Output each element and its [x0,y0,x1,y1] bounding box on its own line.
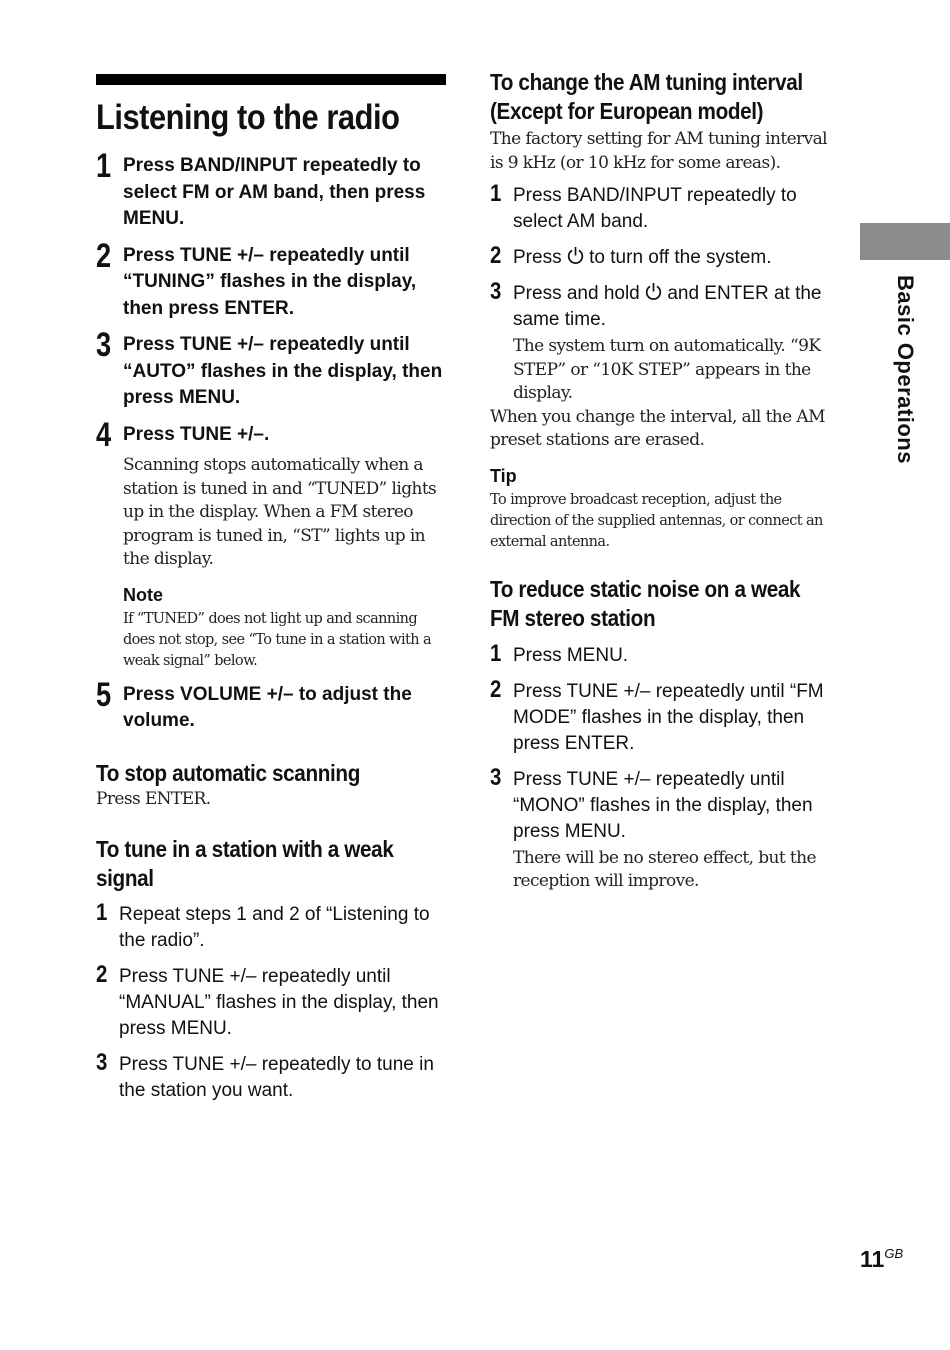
static-step-2 [490,675,840,757]
stop-scanning-body: Press ENTER. [96,788,211,809]
step-text: Press BAND/INPUT repeatedly to select FM or AM band, then press MENU. [123,155,426,229]
am-step-2 [490,242,840,271]
weak-signal-steps [96,899,446,1104]
step-number: 3 [490,763,502,791]
note-text: If “TUNED” does not light up and scanning does not stop, see “To tune in a station with a weak signal” below. [123,610,432,669]
step-text: Press TUNE +/– repeatedly until “AUTO” flashes in the display, then press MENU. [123,334,443,408]
step-number: 3 [96,1049,108,1076]
step-text: Repeat steps 1 and 2 of “Listening to the radio”. [119,904,430,951]
static-step-3 [490,763,840,845]
step-text: Press TUNE +/– repeatedly until “FM MODE” flashes in the display, then press ENTER. [513,680,824,754]
am-step-3 [490,278,840,333]
static-noise-steps [490,639,840,894]
tip-text: To improve broadcast reception, adjust the direction of the supplied antennas, or connect an external antenna. [490,491,823,550]
step-text: Press BAND/INPUT repeatedly to select AM band. [513,185,797,232]
step-text: Press TUNE +/– repeatedly until “MONO” flashes in the display, then press MENU. [513,768,813,842]
stop-scanning-heading: To stop automatic scanning [96,759,360,786]
step-text: Press TUNE +/–. [123,423,270,445]
step-number: 5 [96,675,112,714]
step-number: 1 [490,639,502,667]
static-step-3-description: There will be no stereo effect, but the reception will improve. [513,847,816,891]
step-text: Press VOLUME +/– to adjust the volume. [123,683,412,731]
main-step-1 [96,147,446,233]
page-title: Listening to the radio [96,98,400,137]
title-rule [96,74,446,85]
page-number [860,1246,903,1273]
step-number: 2 [96,961,108,988]
page-number-suffix: GB [884,1246,904,1261]
step-number: 1 [490,180,502,207]
weak-signal-step-2 [96,961,446,1042]
tip-label: Tip [490,465,517,486]
section-tab-marker [860,223,950,260]
step-text-post: to turn off the system. [589,247,772,268]
power-icon [567,246,584,265]
am-step-3-description: The system turn on automatically. “9K STEP” or “10K STEP” appears in the display. [513,336,821,403]
step-text: Press MENU. [513,644,629,666]
step-text: Press TUNE +/– repeatedly until “TUNING” flashes in the display, then press ENTER. [123,244,417,319]
left-column [96,74,446,1114]
power-icon [645,282,662,301]
step-number: 2 [96,236,112,275]
weak-signal-heading: To tune in a station with a weak signal [96,836,394,891]
section-label: Basic Operations [893,275,918,464]
step-text [513,245,840,271]
note-label: Note [123,584,163,605]
step-text-pre: Press [513,247,562,268]
right-column [490,68,840,894]
step-number: 3 [490,278,502,305]
weak-signal-step-1 [96,899,446,954]
am-step-1 [490,180,840,235]
am-interval-after: When you change the interval, all the AM preset stations are erased. [490,406,825,450]
am-interval-heading: To change the AM tuning interval (Except for European model) [490,69,803,124]
step-4-description: Scanning stops automatically when a station is tuned in and “TUNED” lights up in the display. When a FM stereo program is tuned in, “ST” lights up in the display. [123,455,437,569]
main-step-4 [96,415,446,454]
weak-signal-step-3 [96,1049,446,1104]
am-interval-intro: The factory setting for AM tuning interval is 9 kHz (or 10 kHz for some areas). [490,129,827,173]
step-number: 3 [96,326,112,364]
step-text-post: and ENTER at the same time. [513,283,822,330]
main-step-5 [96,675,446,735]
step-number: 2 [490,675,502,703]
step-text: Press TUNE +/– repeatedly until “MANUAL” flashes in the display, then press MENU. [119,966,439,1039]
step-text-pre: Press and hold [513,283,640,304]
main-step-2 [96,236,446,323]
step-number: 1 [96,899,108,926]
step-number: 2 [490,242,502,269]
page-number-value: 11 [860,1246,885,1272]
step-number: 1 [96,147,112,185]
am-interval-steps [490,180,840,406]
main-step-3 [96,326,446,412]
step-number: 4 [96,415,112,454]
step-text: Press TUNE +/– repeatedly to tune in the station you want. [119,1054,434,1101]
step-text [513,281,840,333]
static-step-1 [490,639,840,669]
static-noise-heading: To reduce static noise on a weak FM stereo station [490,575,801,631]
